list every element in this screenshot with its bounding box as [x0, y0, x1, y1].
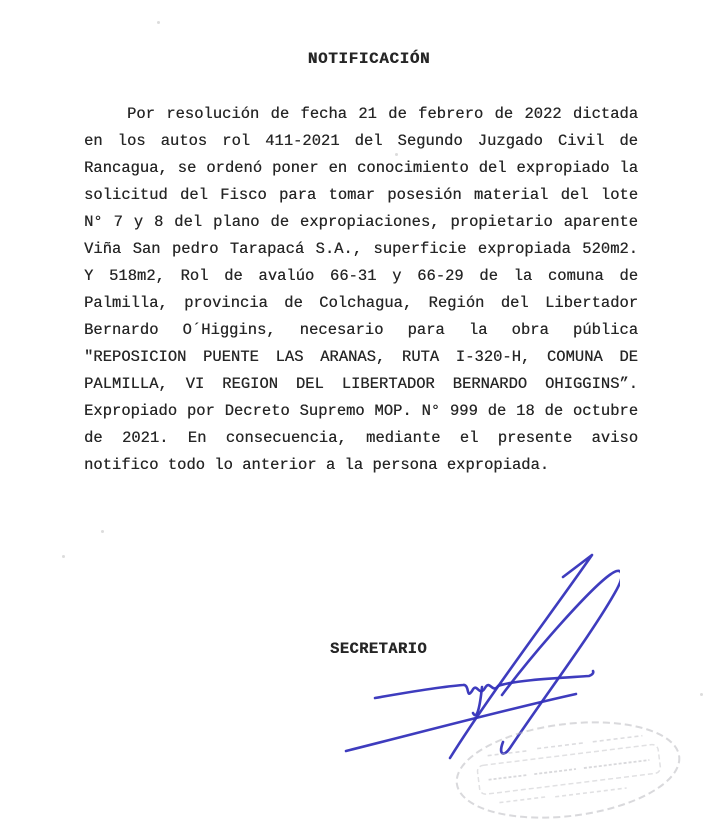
secretario-label: SECRETARIO: [330, 640, 428, 658]
signature-stroke: [473, 687, 482, 715]
body-line: PALMILLA, VI REGION DEL LIBERTADOR BERNARDO OHIGGINS”.: [84, 375, 638, 393]
scan-speck: [395, 153, 398, 156]
scan-speck: [101, 530, 104, 533]
stamp-text-line: [488, 736, 643, 756]
scan-speck: [62, 555, 65, 558]
scan-speck: [157, 21, 160, 24]
body-line: Y 518m2, Rol de avalúo 66-31 y 66-29 de la comuna de: [84, 267, 638, 285]
signature-stroke: [501, 571, 620, 754]
signature-stroke: [375, 671, 593, 698]
body-line: Viña San pedro Tarapacá S.A., superficie expropiada 520m2.: [84, 240, 638, 258]
stamp-text-line: [489, 760, 650, 780]
stamp-seal: [448, 718, 688, 822]
page-title: NOTIFICACIÓN: [307, 50, 431, 68]
body-line: Palmilla, provincia de Colchagua, Región del Libertador: [84, 294, 638, 312]
body-line: "REPOSICION PUENTE LAS ARANAS, RUTA I-320-H, COMUNA DE: [84, 348, 638, 366]
stamp-inner-band: [477, 744, 661, 795]
signature-stroke: [450, 555, 592, 758]
body-line: Por resolución de fecha 21 de febrero de 2022 dictada: [127, 105, 638, 123]
signature-stroke: [346, 694, 576, 751]
body-line: Expropiado por Decreto Supremo MOP. N° 999 de 18 de octubre: [84, 402, 638, 420]
scan-speck: [700, 693, 703, 696]
body-line: N° 7 y 8 del plano de expropiaciones, propietario aparente: [84, 213, 638, 231]
notification-body: [84, 101, 638, 479]
body-line: Rancagua, se ordenó poner en conocimiento del expropiado la: [84, 159, 638, 177]
stamp-outline: [451, 718, 685, 822]
body-line: de 2021. En consecuencia, mediante el presente aviso: [84, 429, 638, 447]
body-line: notifico todo lo anterior a la persona expropiada.: [84, 456, 550, 474]
body-line: Bernardo O´Higgins, necesario para la obra pública: [84, 321, 638, 339]
body-line: solicitud del Fisco para tomar posesión material del lote: [84, 186, 638, 204]
body-line: en los autos rol 411-2021 del Segundo Juzgado Civil de: [84, 132, 638, 150]
stamp-text-line: [499, 787, 626, 804]
